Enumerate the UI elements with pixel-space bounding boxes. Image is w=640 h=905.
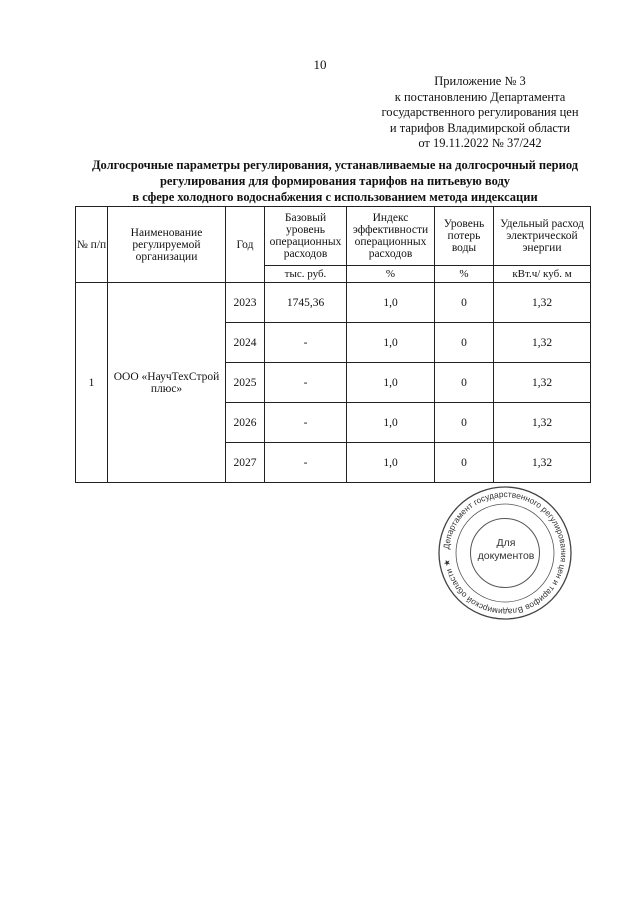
annex-line: и тарифов Владимирской области	[389, 120, 571, 135]
header-energy-consumption: Удельный расход электрической энергии	[494, 207, 591, 266]
annex-reference	[330, 74, 630, 152]
row-number: 1	[76, 283, 108, 483]
table-row	[76, 283, 591, 323]
cell-water-loss: 0	[435, 443, 494, 483]
header-year: Год	[226, 207, 265, 283]
header-water-loss: Уровень потерь воды	[435, 207, 494, 266]
cell-year: 2024	[226, 323, 265, 363]
cell-efficiency-index: 1,0	[347, 403, 435, 443]
organization-name: ООО «НаучТехСтрой плюс»	[108, 283, 226, 483]
document-title	[70, 157, 600, 205]
cell-energy-consumption: 1,32	[494, 443, 591, 483]
stamp-ring-text: Департамент государственного регулирования цен и тарифов Владимирской области ★	[441, 488, 570, 618]
cell-base-cost: 1745,36	[265, 283, 347, 323]
cell-base-cost: -	[265, 363, 347, 403]
unit-efficiency-index: %	[347, 266, 435, 283]
header-base-cost: Базовый уровень операционных расходов	[265, 207, 347, 266]
cell-base-cost: -	[265, 443, 347, 483]
stamp-center	[470, 518, 540, 588]
unit-base-cost: тыс. руб.	[265, 266, 347, 283]
title-line: в сфере холодного водоснабжения с использованием метода индексации	[132, 190, 538, 204]
stamp-label-line: Для	[496, 537, 516, 549]
cell-energy-consumption: 1,32	[494, 363, 591, 403]
cell-base-cost: -	[265, 403, 347, 443]
cell-water-loss: 0	[435, 403, 494, 443]
title-line: Долгосрочные параметры регулирования, устанавливаемые на долгосрочный период	[91, 158, 579, 172]
cell-water-loss: 0	[435, 283, 494, 323]
department-stamp	[437, 485, 573, 621]
header-number: № п/п	[76, 207, 108, 283]
annex-line: к постановлению Департамента	[394, 89, 566, 104]
parameters-table	[75, 206, 591, 483]
cell-year: 2027	[226, 443, 265, 483]
cell-base-cost: -	[265, 323, 347, 363]
cell-energy-consumption: 1,32	[494, 323, 591, 363]
annex-line: от 19.11.2022 № 37/242	[418, 136, 542, 150]
annex-line: Приложение № 3	[434, 74, 526, 88]
title-line: регулирования для формирования тарифов на питьевую воду	[159, 174, 511, 188]
cell-water-loss: 0	[435, 363, 494, 403]
annex-line: государственного регулирования цен	[381, 105, 579, 119]
cell-efficiency-index: 1,0	[347, 443, 435, 483]
cell-year: 2023	[226, 283, 265, 323]
cell-year: 2026	[226, 403, 265, 443]
cell-efficiency-index: 1,0	[347, 323, 435, 363]
cell-efficiency-index: 1,0	[347, 363, 435, 403]
cell-efficiency-index: 1,0	[347, 283, 435, 323]
unit-water-loss: %	[435, 266, 494, 283]
cell-energy-consumption: 1,32	[494, 283, 591, 323]
page-number: 10	[313, 57, 327, 72]
table-header-row	[76, 207, 591, 266]
stamp-label-line: документов	[477, 550, 535, 562]
cell-year: 2025	[226, 363, 265, 403]
cell-energy-consumption: 1,32	[494, 403, 591, 443]
cell-water-loss: 0	[435, 323, 494, 363]
header-organization: Наименование регулируемой организации	[108, 207, 226, 283]
header-efficiency-index: Индекс эффективности операционных расходов	[347, 207, 435, 266]
unit-energy-consumption: кВт.ч/ куб. м	[494, 266, 591, 283]
